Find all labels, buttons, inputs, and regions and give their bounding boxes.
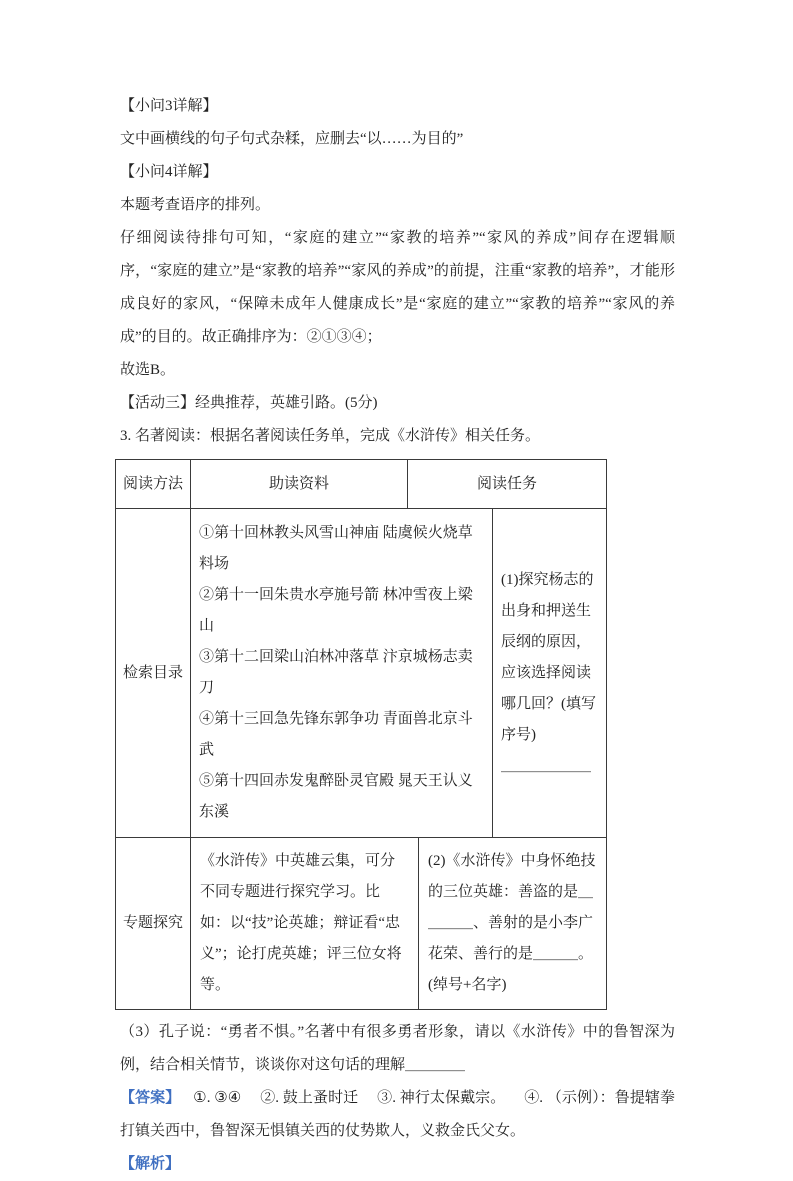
reading-task-table [115, 459, 607, 1010]
activity-3-heading: 【活动三】经典推荐，英雄引路。(5分) [120, 395, 378, 411]
subquestion-3-explanation: 文中画横线的句子句式杂糅，应删去“以……为目的” [120, 131, 464, 147]
method-cell-topic-exploration: 专题探究 [122, 915, 183, 931]
answer-item-4: ④. （示例）：鲁提辖拳打镇关西中，鲁智深无惧镇关西的仗势欺人，义救金氏父女。 [120, 1090, 676, 1139]
chapter-item-1: ①第十回林教头风雪山神庙 陆虞候火烧草料场 [199, 525, 473, 572]
table-row-topic-exploration [116, 837, 606, 1009]
chapter-item-4: ④第十三回急先锋东郭争功 青面兽北京斗武 [199, 711, 473, 758]
answer-label: 【答案】 [120, 1090, 181, 1106]
answer-item-3: ③. 神行太保戴宗。 [377, 1090, 506, 1106]
task-cell-1 [492, 509, 606, 837]
chapter-item-2: ②第十一回朱贵水亭施号箭 林冲雪夜上梁山 [199, 587, 473, 634]
table-header-reading-method: 阅读方法 [122, 475, 183, 492]
question-3-sub3: （3）孔子说：“勇者不惧。”名著中有很多勇者形象，请以《水浒传》中的鲁智深为例，结合相关情节，谈谈你对这句话的理解＿＿＿＿ [120, 1024, 675, 1073]
subquestion-4-analysis: 仔细阅读待排句可知，“家庭的建立”“家教的培养”“家风的养成”间存在逻辑顺序，“家庭的建立”是“家教的培养”“家风的养成”的前提，注重“家教的培养”，才能形成良好的家风，“保障未成年人健康成长”是“家庭的建立”“家教的培养”“家风的养成”的目的。故正确排序为：②①③④； [120, 230, 675, 345]
topic-description-text: 《水浒传》中英雄云集，可分不同专题进行探究学习。比如：以“技”论英雄；辩证看“忠义”；论打虎英雄；评三位女将等。 [200, 853, 402, 993]
answer-item-1: ①. ③④ [193, 1090, 242, 1106]
chapter-item-3: ③第十二回梁山泊林冲落草 汴京城杨志卖刀 [199, 649, 473, 696]
table-row-catalog-search [116, 508, 606, 837]
question-3-stem: 3. 名著阅读：根据名著阅读任务单，完成《水浒传》相关任务。 [120, 428, 541, 444]
subquestion-4-heading: 【小问4详解】 [120, 164, 218, 180]
subquestion-4-intro: 本题考查语序的排列。 [120, 197, 271, 213]
answer-line [120, 1082, 675, 1148]
table-header-reading-material: 助读资料 [190, 460, 407, 508]
task-cell-2 [418, 838, 606, 1009]
material-cell-chapter-list [190, 509, 492, 837]
chapter-item-5: ⑤第十四回赤发鬼醉卧灵官殿 晁天王认义东溪 [199, 773, 473, 820]
analysis-label: 【解析】 [120, 1156, 181, 1172]
subquestion-3-heading: 【小问3详解】 [120, 98, 218, 114]
table-header-row [116, 460, 606, 508]
task-2-text: (2)《水浒传》中身怀绝技的三位英雄：善盗的是＿＿＿＿、善射的是小李广花荣、善行的是＿＿＿。(绰号+名字) [428, 853, 596, 993]
task-1-text: (1)探究杨志的出身和押送生辰纲的原因，应该选择阅读哪几回？(填写序号) [501, 571, 596, 743]
table-header-reading-task: 阅读任务 [407, 460, 606, 508]
material-cell-topic-description [190, 838, 418, 1009]
task-1-answer-blank: ＿＿＿＿＿＿ [501, 757, 592, 774]
method-cell-catalog-search: 检索目录 [122, 664, 183, 681]
answer-item-2: ②. 鼓上蚤时迁 [260, 1090, 359, 1106]
subquestion-4-conclusion: 故选B。 [120, 362, 176, 378]
